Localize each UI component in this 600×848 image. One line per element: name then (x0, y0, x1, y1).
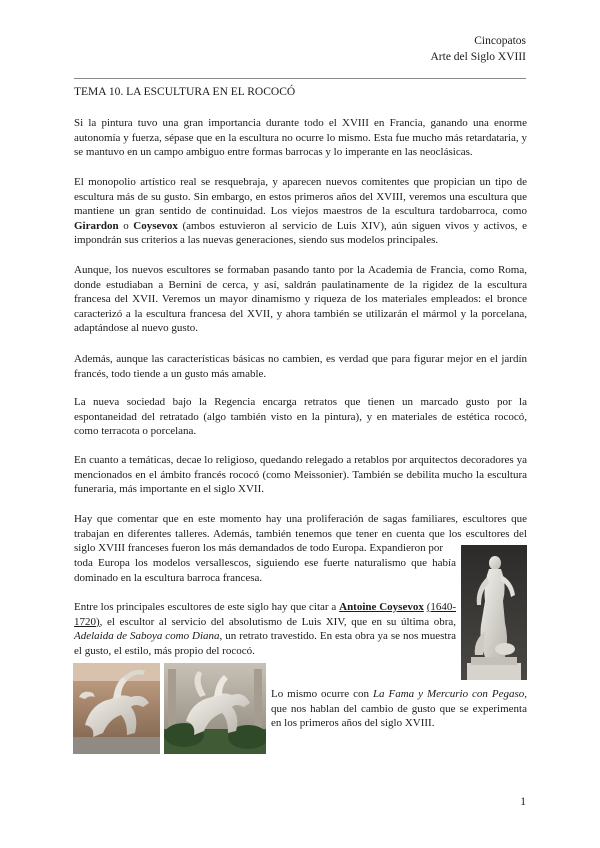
header-line-2: Arte del Siglo XVIII (430, 51, 526, 63)
diana-statue-image (461, 545, 527, 680)
coysevox-name: Coysevox (133, 219, 178, 232)
p2-text-c: o (118, 219, 134, 232)
p9-text-a: Lo mismo ocurre con (271, 688, 373, 700)
paragraph-6: En cuanto a temáticas, decae lo religioso, quedando relegado a retablos por arquitectos decoradores ya mencionados en el ámbito francés rococó (como Meissonier). También se debilita mucho la escultura funeraria, más importante en el siglo XVII. (74, 454, 527, 495)
header-divider (74, 78, 526, 79)
fama-mercurio-work-title: La Fama y Mercurio con Pegaso (372, 688, 525, 700)
header-line-1: Cincopatos (474, 35, 526, 47)
page-number: 1 (520, 796, 526, 808)
p2-text-d: (ambos estuvieron al servicio de Luis XIV), aún siguen vivos y activos, e impondrán sus criterios a las nuevas generaciones, siendo sus modelos principales. (74, 219, 527, 246)
girardon-name: Girardon (74, 219, 119, 232)
paragraph-5: La nueva sociedad bajo la Regencia encarga retratos que tienen un marcado gusto por la espontaneidad del retratado (algo también visto en la pintura), y en materiales de estética rococó, como terracota o porcelana. (74, 396, 527, 437)
la-fama-image (73, 663, 160, 754)
paragraph-7b: toda Europa los modelos versallescos, siguiendo ese fuerte naturalismo que había dominado en la escultura barroca francesa. (74, 557, 456, 584)
coysevox-dates: (1640-1720) (74, 601, 457, 628)
la-fama-photo (73, 663, 160, 754)
paragraph-8 (74, 600, 456, 658)
page-header (431, 33, 527, 65)
mercurio-pegaso-image (164, 663, 266, 754)
chapter-title: TEMA 10. LA ESCULTURA EN EL ROCOCÓ (74, 86, 296, 98)
p2-text-a: El monopolio artístico real se resquebraja, y aparecen nuevos comitentes que propician un tipo de escultura más de su gusto. Sin embargo, en estos primeros años del XVIII, veremos una escultura que mantiene un gran sentido de continuidad. Los viejos maestros de la escultura tardobarroca, como (74, 176, 527, 217)
paragraph-9 (271, 687, 527, 731)
paragraph-3: Aunque, los nuevos escultores se formaban pasando tanto por la Academia de Francia, como Roma, donde estudiaban a Bernini de cerca, y así, saldrán paulatinamente de la rigidez de la escultura francesa del XVII. Veremos un mayor dinamismo y riqueza de los materiales empleados: el bronce caracterizó a la escultura francesa del XVII, y ahora también se utilizarán el mármol y la porcelana, adaptándose al nuevo gusto. (74, 264, 527, 334)
paragraph-4: Además, aunque las características básicas no cambien, es verdad que para figurar mejor en el jardín francés, todo tiende a un gusto más amable. (74, 353, 527, 380)
paragraph-7a: Hay que comentar que en este momento hay una proliferación de sagas familiares, escultores que trabajan en diferentes talleres. Además, también tenemos que tener en cuenta que los escultores del siglo XVIII franceses fueron los más demandados de todo Europa. Expandieron por (74, 513, 527, 554)
adelaida-work-title: Adelaida de Saboya como Diana (74, 630, 220, 642)
antoine-coysevox-name: Antoine Coysevox (339, 601, 424, 613)
p8-text-c: , un retrato travestido. En esta obra ya se nos muestra el gusto, el estilo, más propio del rococó. (74, 630, 456, 657)
p8-text-a: Entre los principales escultores de este siglo hay que citar a (74, 601, 340, 613)
mercurio-pegaso-photo (164, 663, 266, 754)
paragraph-1: Si la pintura tuvo una gran importancia durante todo el XVIII en Francia, ganando una enorme autonomía y fuerza, sépase que en la escultura no ocurre lo mismo. Esta fue mucho más retardataria, y se mantuvo en un campo ambiguo entre formas barrocas y lo imperante en las neoclásicas. (74, 117, 527, 158)
p9-text-b: , que nos hablan del cambio de gusto que se experimenta en los primeros años del siglo XVIII. (271, 688, 527, 729)
diana-statue-photo (461, 545, 527, 680)
p8-text-b: , el escultor al servicio del absolutismo de Luis XIV, que en su última obra, (99, 615, 456, 628)
paragraph-2 (74, 175, 527, 248)
